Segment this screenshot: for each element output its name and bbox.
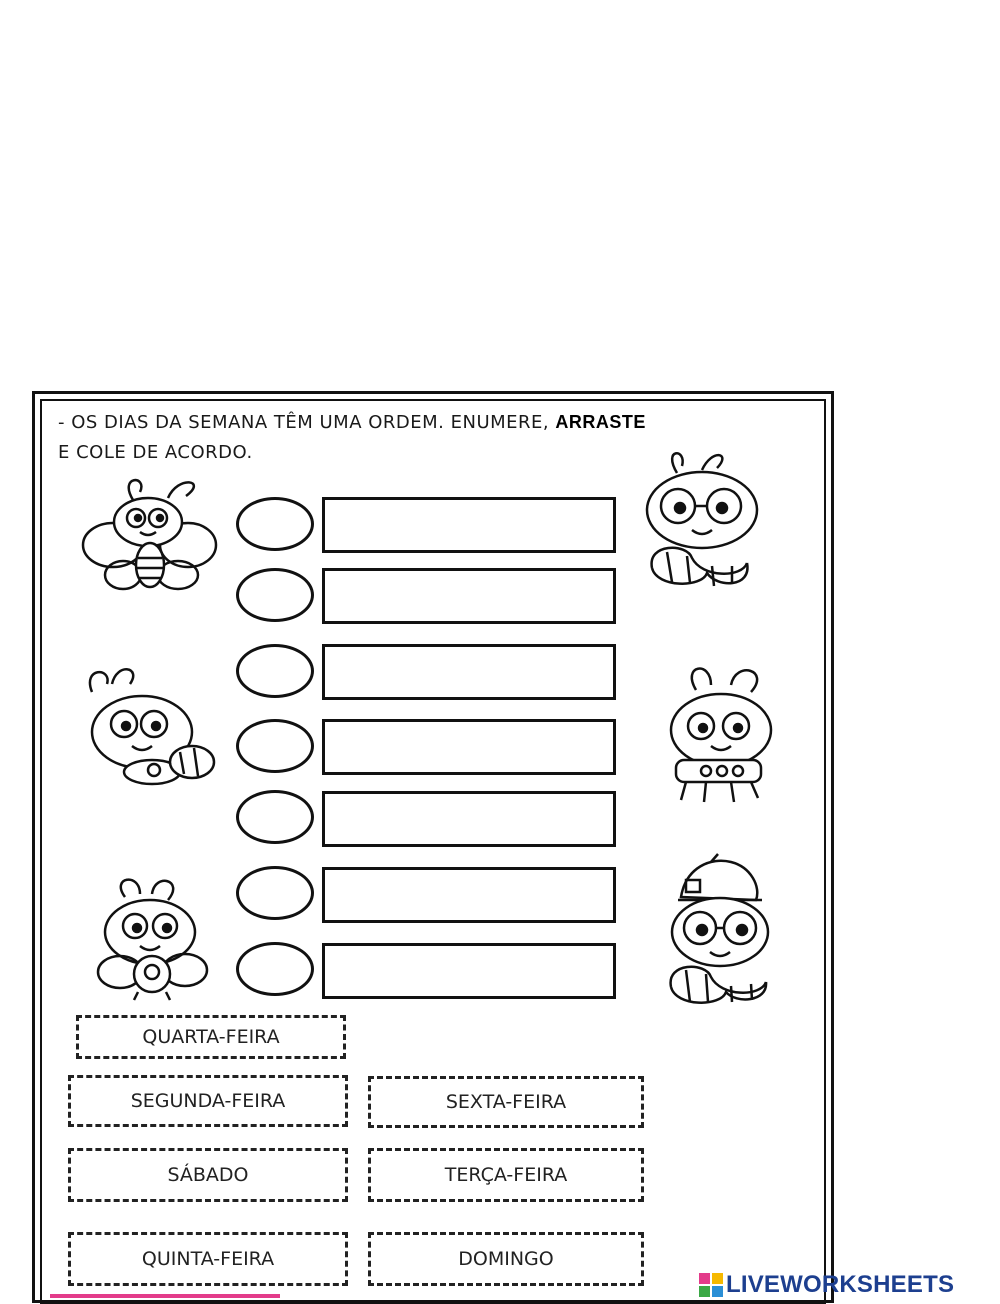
number-slot-6[interactable]	[236, 866, 314, 920]
day-card-quarta-feira[interactable]: QUARTA-FEIRA	[76, 1015, 346, 1059]
instruction-text: - OS DIAS DA SEMANA TÊM UMA ORDEM. ENUMERE,	[58, 412, 556, 433]
bottom-accent-bar	[50, 1294, 280, 1298]
number-slot-1[interactable]	[236, 497, 314, 551]
worm-with-glasses-illustration	[632, 448, 772, 598]
day-card-sexta-feira[interactable]: SEXTA-FEIRA	[368, 1076, 644, 1128]
butterfly-illustration	[78, 470, 218, 605]
instruction-line-1	[58, 412, 646, 433]
liveworksheets-brand[interactable]	[698, 1270, 954, 1300]
worm-with-hat-illustration	[656, 852, 786, 1012]
day-card-domingo[interactable]: DOMINGO	[368, 1232, 644, 1286]
day-card-sabado[interactable]: SÁBADO	[68, 1148, 348, 1202]
bee-illustration	[80, 872, 220, 1002]
answer-drop-zone-7[interactable]	[322, 943, 616, 999]
day-card-quinta-feira[interactable]: QUINTA-FEIRA	[68, 1232, 348, 1286]
answer-drop-zone-3[interactable]	[322, 644, 616, 700]
caterpillar-illustration	[72, 662, 222, 792]
answer-drop-zone-4[interactable]	[322, 719, 616, 775]
number-slot-2[interactable]	[236, 568, 314, 622]
day-card-terca-feira[interactable]: TERÇA-FEIRA	[368, 1148, 644, 1202]
answer-drop-zone-6[interactable]	[322, 867, 616, 923]
number-slot-3[interactable]	[236, 644, 314, 698]
liveworksheets-logo-icon	[698, 1272, 724, 1298]
answer-drop-zone-5[interactable]	[322, 791, 616, 847]
brand-name: LIVEWORKSHEETS	[726, 1271, 955, 1298]
number-slot-7[interactable]	[236, 942, 314, 996]
answer-drop-zone-1[interactable]	[322, 497, 616, 553]
bug-illustration	[656, 660, 786, 810]
instruction-line-2: E COLE DE ACORDO.	[58, 442, 253, 463]
instruction-keyword: ARRASTE	[555, 412, 646, 432]
number-slot-4[interactable]	[236, 719, 314, 773]
day-card-segunda-feira[interactable]: SEGUNDA-FEIRA	[68, 1075, 348, 1127]
number-slot-5[interactable]	[236, 790, 314, 844]
answer-drop-zone-2[interactable]	[322, 568, 616, 624]
